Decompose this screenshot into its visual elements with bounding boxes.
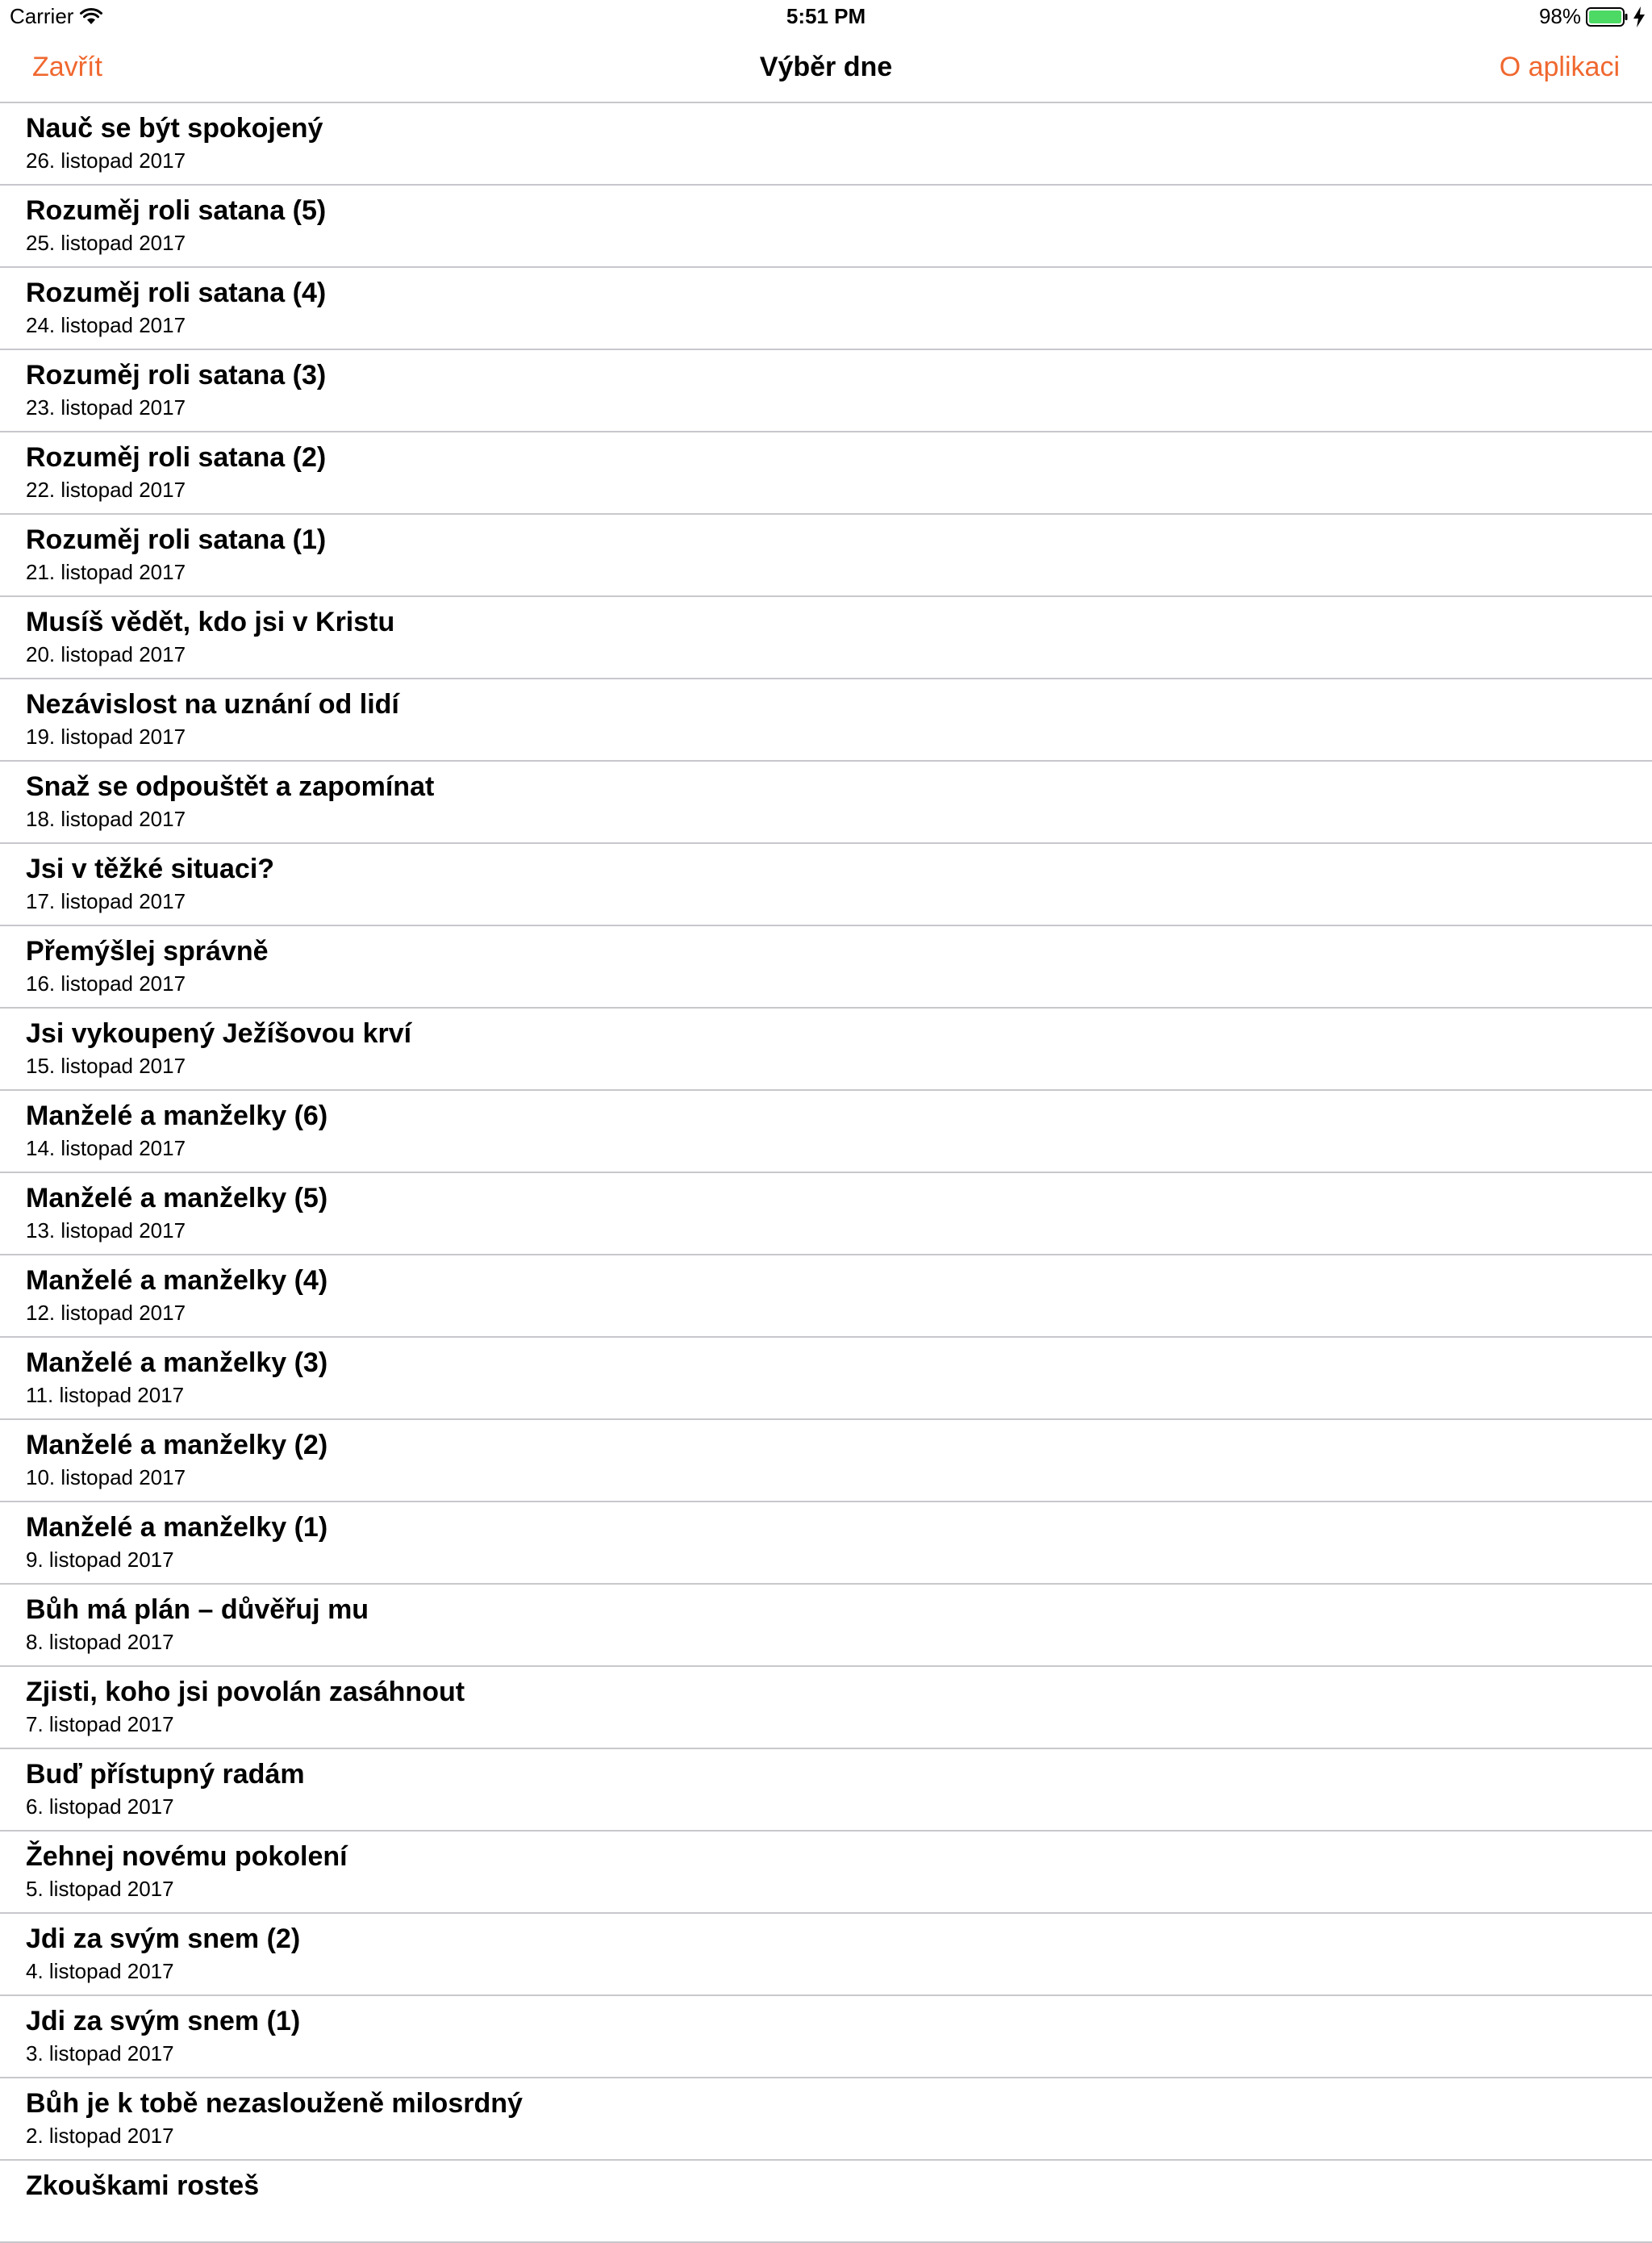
list-item[interactable] xyxy=(0,844,1652,926)
list-item-title: Jdi za svým snem (1) xyxy=(26,2006,301,2036)
list-item-title: Rozuměj roli satana (1) xyxy=(26,524,327,555)
list-item-date: 2. listopad 2017 xyxy=(26,2124,174,2148)
list-item-date: 14. listopad 2017 xyxy=(26,1136,186,1160)
clock-label: 5:51 PM xyxy=(786,4,866,28)
list-item-date: 6. listopad 2017 xyxy=(26,1794,174,1819)
list-item[interactable] xyxy=(0,1173,1652,1255)
list-item-title: Rozuměj roli satana (3) xyxy=(26,360,327,391)
list-item[interactable] xyxy=(0,1914,1652,1996)
list-item-date: 3. listopad 2017 xyxy=(26,2041,174,2065)
list-item-title: Jsi vykoupený Ježíšovou krví xyxy=(26,1018,412,1049)
list-item[interactable] xyxy=(0,1667,1652,1749)
list-item-title: Manželé a manželky (1) xyxy=(26,1512,328,1543)
list-item[interactable] xyxy=(0,597,1652,679)
list-item-title: Buď přístupný radám xyxy=(26,1759,305,1790)
list-item-date: 17. listopad 2017 xyxy=(26,889,186,913)
list-item-title: Zkouškami rosteš xyxy=(26,2170,260,2201)
list-item-date: 24. listopad 2017 xyxy=(26,313,186,337)
status-bar xyxy=(0,0,1652,32)
list-item-title: Rozuměj roli satana (4) xyxy=(26,278,327,308)
list-item-date: 22. listopad 2017 xyxy=(26,478,186,502)
list-item[interactable] xyxy=(0,350,1652,432)
list-item-date: 21. listopad 2017 xyxy=(26,560,186,584)
list-item-title: Žehnej novému pokolení xyxy=(26,1841,348,1872)
list-item-title: Nauč se být spokojený xyxy=(26,113,323,144)
carrier-label: Carrier xyxy=(10,4,74,28)
list-item-title: Bůh je k tobě nezaslouženě milosrdný xyxy=(26,2088,523,2119)
list-item-title: Zjisti, koho jsi povolán zasáhnout xyxy=(26,1677,465,1707)
list-item-title: Manželé a manželky (2) xyxy=(26,1430,328,1460)
list-item-date: 7. listopad 2017 xyxy=(26,1712,174,1736)
battery-icon xyxy=(1586,7,1628,27)
list-item[interactable] xyxy=(0,1255,1652,1338)
list-item[interactable] xyxy=(0,268,1652,350)
list-item-date: 5. listopad 2017 xyxy=(26,1877,174,1901)
list-item[interactable] xyxy=(0,1585,1652,1667)
list-item[interactable] xyxy=(0,1338,1652,1420)
list-item-date: 12. listopad 2017 xyxy=(26,1301,186,1325)
list-item-date: 13. listopad 2017 xyxy=(26,1218,186,1243)
list-item-title: Manželé a manželky (4) xyxy=(26,1265,328,1296)
close-button[interactable]: Zavřít xyxy=(32,52,102,82)
list-item[interactable] xyxy=(0,1091,1652,1173)
list-item[interactable] xyxy=(0,1502,1652,1585)
list-item[interactable] xyxy=(0,2161,1652,2243)
list-item-date: 18. listopad 2017 xyxy=(26,807,186,831)
list-item-date: 11. listopad 2017 xyxy=(26,1383,185,1407)
list-item-date: 16. listopad 2017 xyxy=(26,971,186,996)
list-item-title: Rozuměj roli satana (5) xyxy=(26,195,327,226)
list-item-date: 23. listopad 2017 xyxy=(26,395,186,420)
list-item[interactable] xyxy=(0,1832,1652,1914)
list-item[interactable] xyxy=(0,103,1652,186)
list-item[interactable] xyxy=(0,762,1652,844)
list-item[interactable] xyxy=(0,432,1652,515)
list-item[interactable] xyxy=(0,679,1652,762)
page-title: Výběr dne xyxy=(759,52,893,82)
list-item-title: Manželé a manželky (5) xyxy=(26,1183,328,1213)
day-list xyxy=(0,103,1652,2243)
list-item-date: 4. listopad 2017 xyxy=(26,1959,174,1983)
list-item-date: 20. listopad 2017 xyxy=(26,642,186,666)
list-item-title: Musíš vědět, kdo jsi v Kristu xyxy=(26,607,395,637)
list-item-title: Snaž se odpouštět a zapomínat xyxy=(26,771,435,802)
list-item[interactable] xyxy=(0,186,1652,268)
list-item[interactable] xyxy=(0,926,1652,1009)
list-item-title: Přemýšlej správně xyxy=(26,936,269,967)
list-item-title: Jdi za svým snem (2) xyxy=(26,1923,301,1954)
list-item-date: 8. listopad 2017 xyxy=(26,1630,174,1654)
list-item-title: Bůh má plán – důvěřuj mu xyxy=(26,1594,369,1625)
list-item-date: 26. listopad 2017 xyxy=(26,148,186,173)
battery-percent-label: 98% xyxy=(1538,4,1581,28)
about-button[interactable]: O aplikaci xyxy=(1499,52,1620,82)
list-item-date: 15. listopad 2017 xyxy=(26,1054,186,1078)
list-item-date: 19. listopad 2017 xyxy=(26,725,186,749)
list-item-title: Jsi v těžké situaci? xyxy=(26,854,275,884)
list-item[interactable] xyxy=(0,1009,1652,1091)
list-item[interactable] xyxy=(0,2078,1652,2161)
list-item[interactable] xyxy=(0,1996,1652,2078)
navigation-bar xyxy=(0,32,1652,103)
list-item-title: Manželé a manželky (6) xyxy=(26,1101,328,1131)
list-item-title: Rozuměj roli satana (2) xyxy=(26,442,327,473)
list-item-title: Manželé a manželky (3) xyxy=(26,1347,328,1378)
charging-bolt-icon xyxy=(1633,6,1646,27)
list-item-date: 25. listopad 2017 xyxy=(26,231,186,255)
list-item[interactable] xyxy=(0,1420,1652,1502)
list-item[interactable] xyxy=(0,515,1652,597)
list-item-date: 10. listopad 2017 xyxy=(26,1465,186,1489)
list-item-title: Nezávislost na uznání od lidí xyxy=(26,689,399,720)
list-item[interactable] xyxy=(0,1749,1652,1832)
list-item-date: 9. listopad 2017 xyxy=(26,1548,174,1572)
